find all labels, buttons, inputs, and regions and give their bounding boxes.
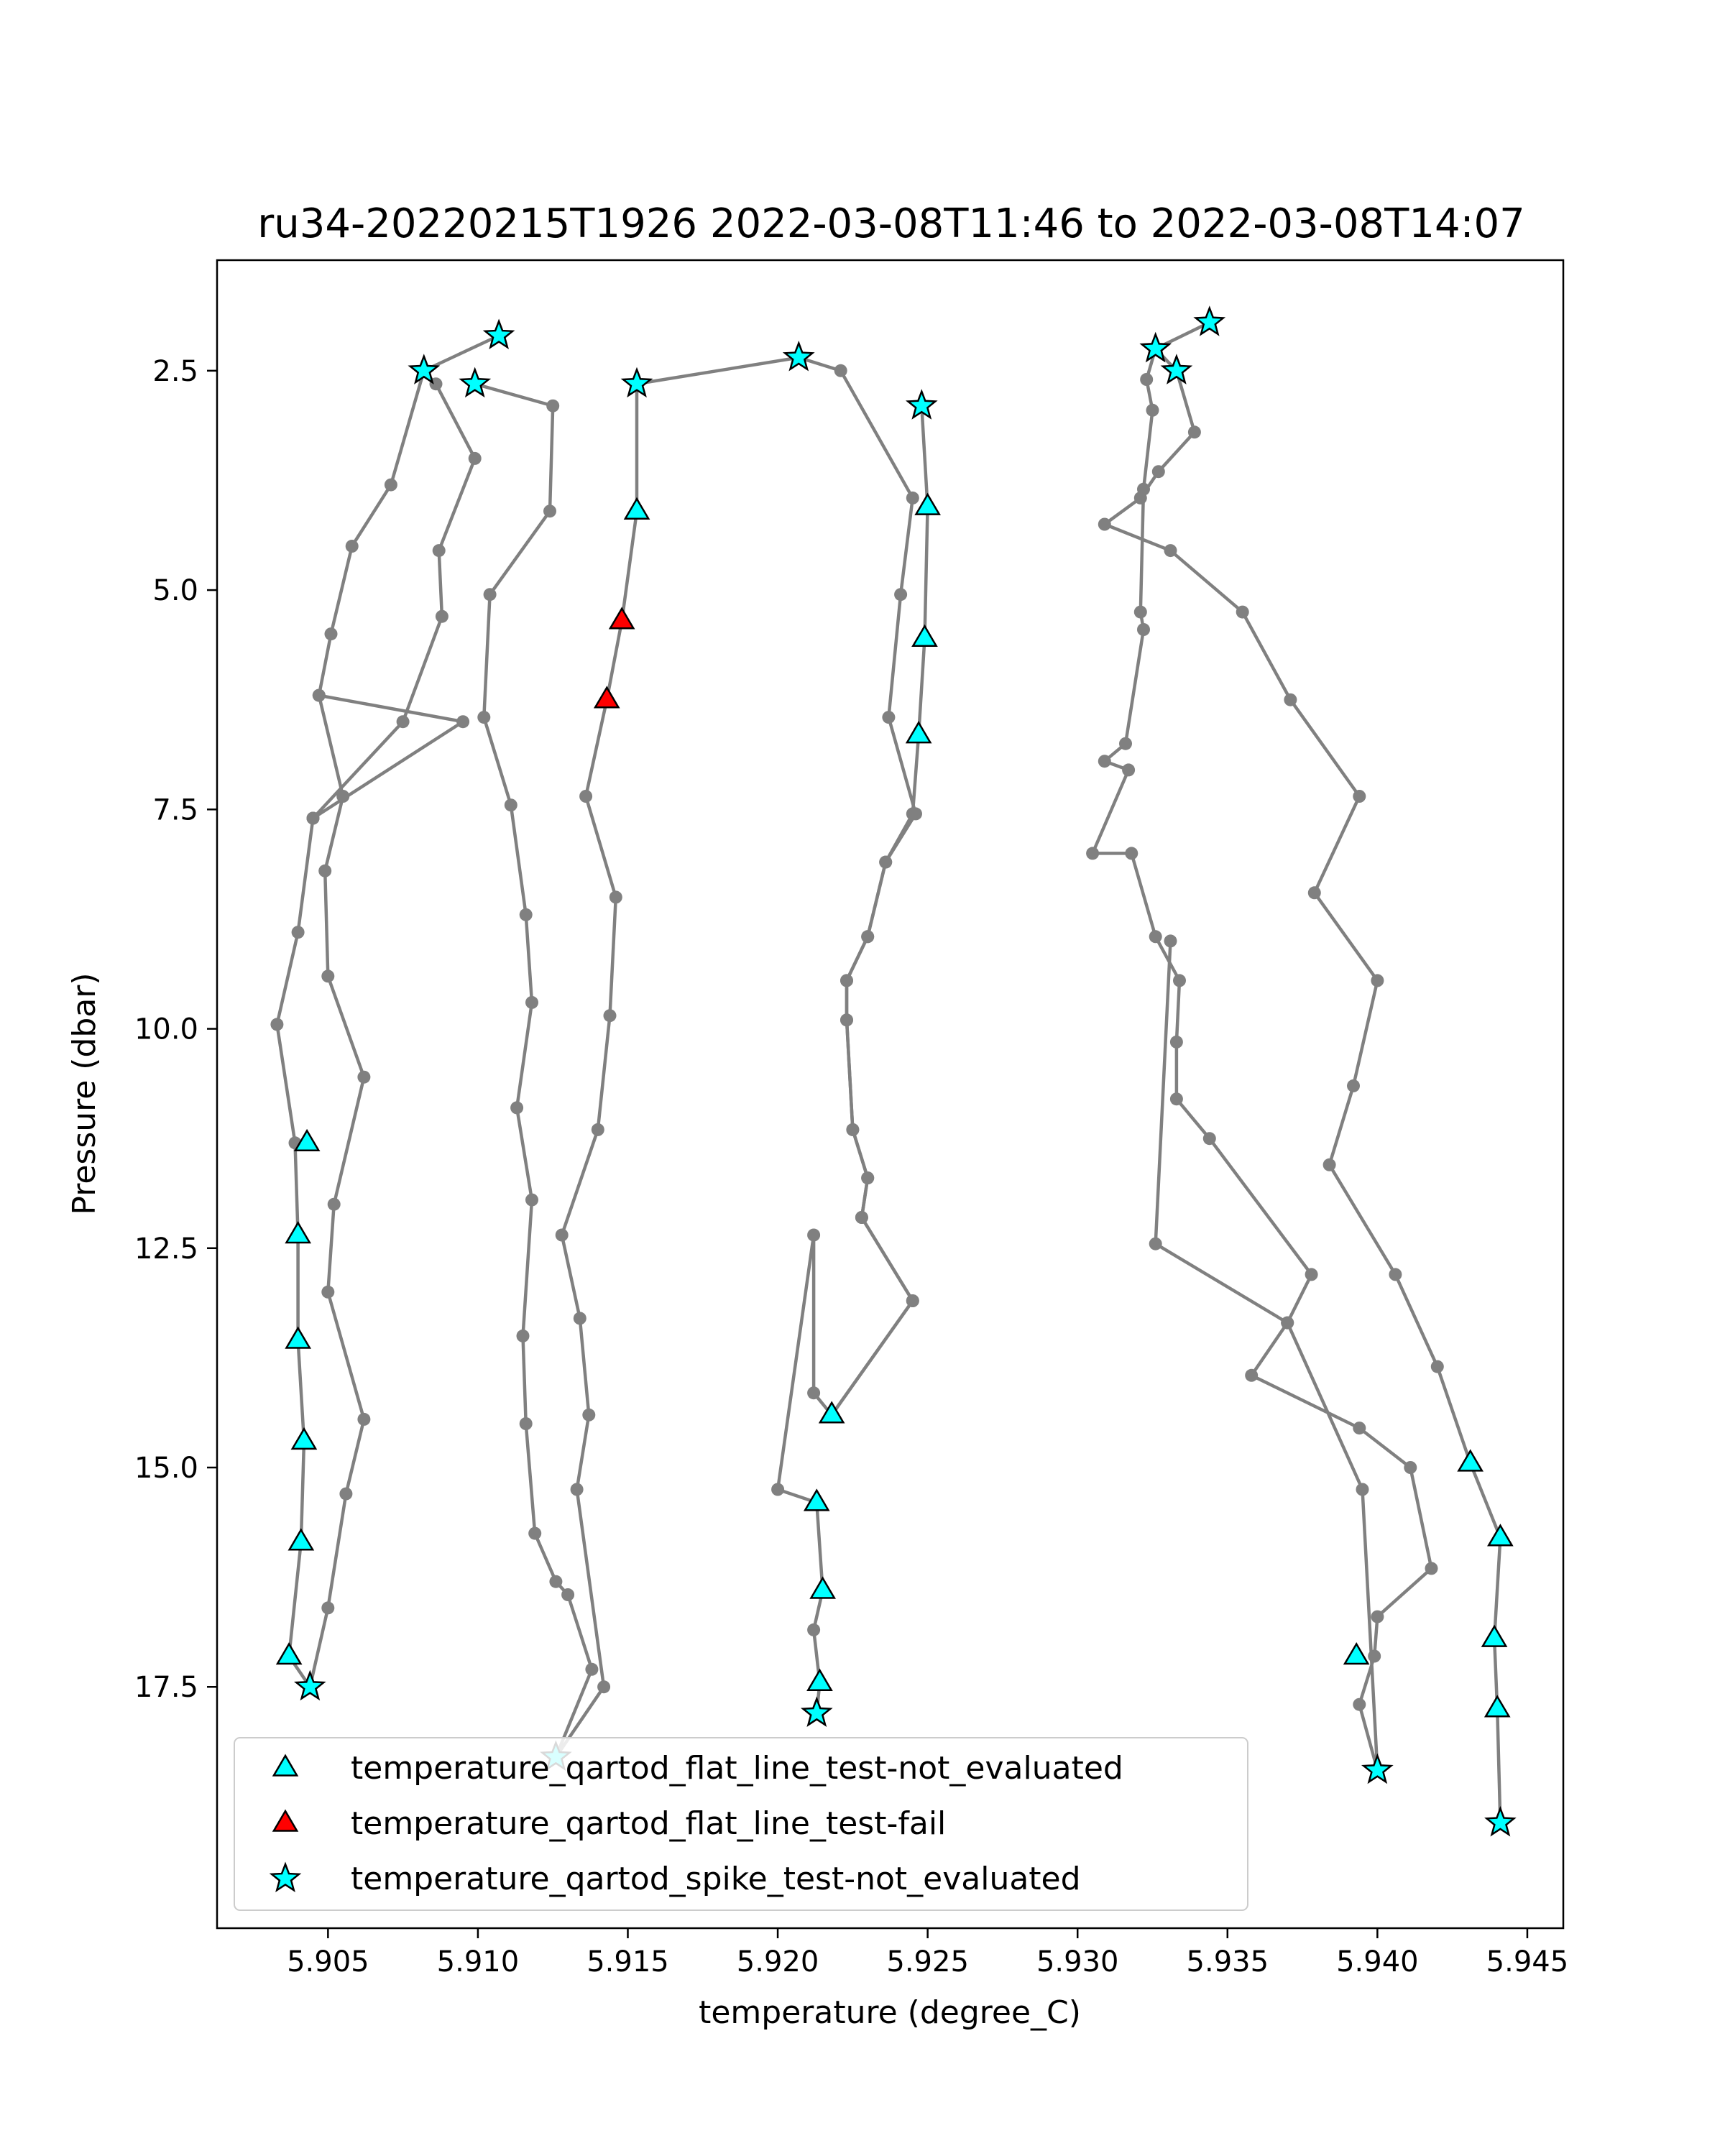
profile-point (397, 715, 410, 728)
profile-point (861, 930, 874, 943)
profile-point (1425, 1562, 1438, 1575)
x-tick-label: 5.915 (586, 1945, 669, 1978)
profile-point (579, 790, 592, 803)
profile-point (604, 1009, 617, 1022)
x-tick-label: 5.905 (287, 1945, 369, 1978)
profile-point (1170, 1036, 1183, 1049)
profile-point (525, 1194, 538, 1207)
profile-point (357, 1413, 370, 1426)
profile-point (879, 856, 892, 869)
legend-label: temperature_qartod_spike_test-not_evaluated (351, 1861, 1081, 1897)
profile-point (339, 1488, 352, 1501)
profile-point (292, 926, 305, 939)
profile-point (1284, 694, 1297, 706)
profile-point (1188, 425, 1201, 438)
profile-point (1122, 763, 1135, 776)
y-tick-label: 12.5 (134, 1232, 198, 1266)
x-axis-label: temperature (degree_C) (699, 1994, 1081, 2031)
profile-point (556, 1229, 569, 1242)
profile-point (505, 798, 518, 811)
profile-point (561, 1588, 574, 1601)
profile-point (546, 400, 559, 413)
profile-point (321, 969, 334, 982)
profile-point (1431, 1360, 1444, 1373)
profile-point (1353, 790, 1366, 803)
y-tick-label: 7.5 (152, 793, 198, 827)
profile-point (313, 689, 326, 702)
legend-label: temperature_qartod_flat_line_test-fail (351, 1805, 947, 1842)
profile-point (1305, 1268, 1318, 1281)
profile-point (1356, 1483, 1369, 1496)
profile-point (517, 1330, 530, 1342)
profile-point (861, 1171, 874, 1184)
legend-entry (272, 1861, 1081, 1897)
profile-point (477, 711, 490, 724)
profile-point (1236, 606, 1249, 619)
x-tick-label: 5.935 (1186, 1945, 1269, 1978)
profile-point (321, 1601, 334, 1614)
profile-point (385, 479, 397, 492)
profile-point (1368, 1650, 1381, 1663)
profile-point (1149, 930, 1162, 943)
profile-point (520, 1417, 533, 1430)
profile-point (510, 1101, 523, 1114)
profile-point (1146, 404, 1159, 417)
x-tick-label: 5.940 (1336, 1945, 1419, 1978)
x-tick-label: 5.920 (736, 1945, 819, 1978)
profile-point (436, 610, 448, 623)
profile-point (1389, 1268, 1402, 1281)
profile-point (1137, 483, 1150, 496)
profile-point (592, 1123, 604, 1136)
y-tick-label: 15.0 (134, 1452, 198, 1485)
profile-point (610, 890, 622, 903)
profile-point (1140, 373, 1153, 386)
profile-point (771, 1483, 784, 1496)
profile-point (574, 1312, 586, 1325)
profile-point (1098, 755, 1111, 768)
profile-point (433, 544, 446, 557)
y-tick-label: 2.5 (152, 354, 198, 388)
profile-point (1125, 847, 1138, 860)
profile-point (1353, 1698, 1366, 1711)
profile-point (469, 452, 482, 465)
profile-point (1404, 1461, 1417, 1474)
profile-point (357, 1071, 370, 1084)
profile-point (1308, 886, 1321, 899)
profile-point (1353, 1422, 1366, 1434)
profile-point (846, 1123, 859, 1136)
profile-point (270, 1018, 283, 1031)
legend-label: temperature_qartod_flat_line_test-not_evaluated (351, 1750, 1123, 1787)
legend (234, 1738, 1248, 1910)
profile-point (807, 1623, 820, 1636)
x-tick-label: 5.910 (436, 1945, 520, 1978)
profile-point (1149, 1238, 1162, 1250)
y-tick-label: 5.0 (152, 574, 198, 608)
x-tick-label: 5.925 (886, 1945, 969, 1978)
profile-point (307, 812, 320, 825)
profile-point (906, 807, 919, 820)
profile-point (807, 1229, 820, 1242)
profile-point (894, 588, 907, 601)
profile-point (321, 1286, 334, 1299)
x-tick-label: 5.930 (1036, 1945, 1119, 1978)
profile-point (1371, 974, 1384, 987)
profile-point (906, 492, 919, 505)
x-tick-label: 5.945 (1486, 1945, 1569, 1978)
profile-point (834, 364, 847, 377)
profile-point (1134, 606, 1147, 619)
profile-point (1245, 1369, 1258, 1382)
profile-point (1371, 1611, 1384, 1623)
profile-point (549, 1575, 562, 1588)
profile-point (1098, 518, 1111, 531)
profile-point (543, 505, 556, 517)
profile-point (571, 1483, 584, 1496)
profile-point (528, 1527, 541, 1540)
profile-point (1164, 544, 1177, 557)
legend-entry (274, 1750, 1123, 1787)
profile-point (1170, 1092, 1183, 1105)
profile-point (1347, 1079, 1360, 1092)
profile-point (597, 1680, 610, 1693)
profile-point (456, 715, 469, 728)
chart-title: ru34-20220215T1926 2022-03-08T11:46 to 2022-03-08T14:07 (257, 201, 1525, 247)
profile-point (1164, 934, 1177, 947)
profile-point (318, 865, 331, 877)
profile-point (1323, 1158, 1336, 1171)
profile-point (855, 1211, 868, 1224)
profile-point (1173, 974, 1186, 987)
profile-point (520, 908, 533, 921)
profile-point (582, 1409, 595, 1422)
y-axis-label: Pressure (dbar) (66, 972, 103, 1215)
y-tick-label: 17.5 (134, 1671, 198, 1705)
profile-point (328, 1198, 341, 1211)
profile-point (840, 1013, 853, 1026)
profile-point (325, 627, 338, 640)
profile-point (1152, 465, 1165, 478)
profile-point (1119, 737, 1132, 750)
profile-point (484, 588, 497, 601)
profile-point (840, 974, 853, 987)
profile-point (346, 540, 359, 553)
profile-point (1086, 847, 1099, 860)
y-tick-label: 10.0 (134, 1013, 198, 1046)
profile-point (525, 996, 538, 1009)
profile-point (906, 1294, 919, 1307)
profile-point (1203, 1132, 1216, 1145)
profile-point (807, 1386, 820, 1399)
legend-entry (274, 1805, 946, 1842)
profile-point (1137, 623, 1150, 636)
profile-point (882, 711, 895, 724)
profile-point (1281, 1317, 1294, 1330)
profile-point (585, 1663, 598, 1676)
